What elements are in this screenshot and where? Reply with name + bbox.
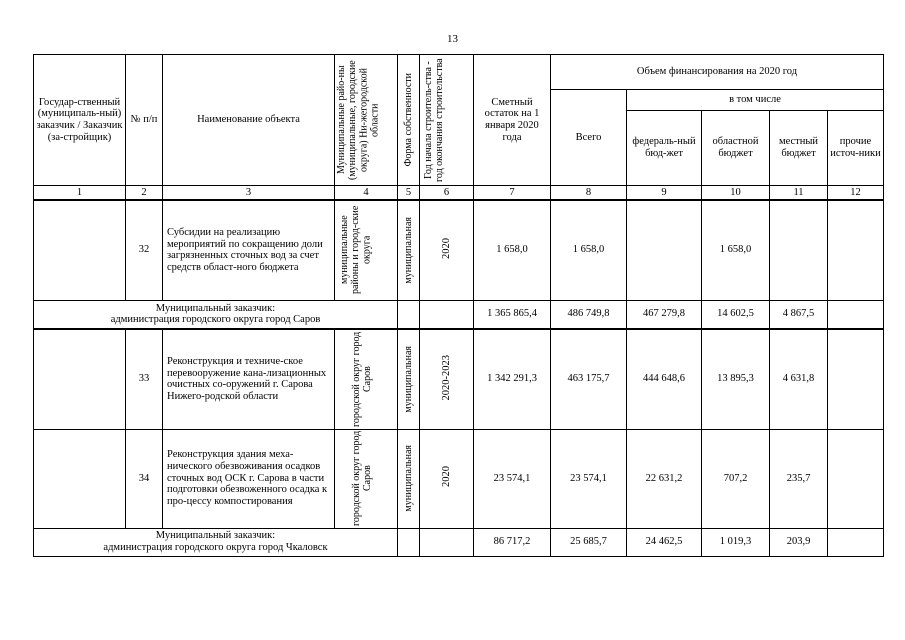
row34-years: 2020 [420,429,474,528]
colnum-2: 2 [126,186,163,201]
sarov-customer-label: Муниципальный заказчик: администрация городского округа город Саров [34,300,398,329]
row32-total: 1 658,0 [551,200,627,300]
row34-customer [34,429,126,528]
row33-ownership-form: муниципальная [398,329,420,429]
sarov-balance: 1 365 865,4 [474,300,551,329]
row34-other [828,429,884,528]
row32-district: муниципальные районы и город-ские округа [335,200,398,300]
colnum-7: 7 [474,186,551,201]
colnum-4: 4 [335,186,398,201]
chkalovsk-local: 203,9 [770,528,828,556]
row34-local: 235,7 [770,429,828,528]
header-other-sources: прочие источ-ники [828,111,884,186]
row33-total: 463 175,7 [551,329,627,429]
row33-object-name: Реконструкция и техниче-ское перевооружение кана-лизационных очистных со-оружений г. Сарова Нижего-родской области [163,329,335,429]
table-row-34 [34,429,884,528]
colnum-12: 12 [828,186,884,201]
colnum-10: 10 [702,186,770,201]
row32-balance: 1 658,0 [474,200,551,300]
row32-object-name: Субсидии на реализацию мероприятий по сокращению доли загрязненных сточных вод за счет средств област-ного бюджета [163,200,335,300]
row34-number: 34 [126,429,163,528]
sarov-empty-form [398,300,420,329]
chkalovsk-balance: 86 717,2 [474,528,551,556]
chkalovsk-federal: 24 462,5 [627,528,702,556]
row33-years: 2020-2023 [420,329,474,429]
header-federal-budget: федераль-ный бюд-жет [627,111,702,186]
header-object-name: Наименование объекта [163,55,335,186]
colnum-9: 9 [627,186,702,201]
colnum-11: 11 [770,186,828,201]
header-number: № п/п [126,55,163,186]
header-including: в том числе [627,90,884,111]
sarov-empty-years [420,300,474,329]
header-customer: Государ-ственный (муниципаль-ный) заказчик / Заказчик (за-стройщик) [34,55,126,186]
colnum-8: 8 [551,186,627,201]
colnum-5: 5 [398,186,420,201]
row33-federal: 444 648,6 [627,329,702,429]
page-number: 13 [447,33,458,45]
subtotal-row-sarov [34,300,884,329]
row34-regional: 707,2 [702,429,770,528]
table-row-33 [34,329,884,429]
sarov-regional: 14 602,5 [702,300,770,329]
sarov-other [828,300,884,329]
row32-regional: 1 658,0 [702,200,770,300]
row32-years: 2020 [420,200,474,300]
sarov-federal: 467 279,8 [627,300,702,329]
chkalovsk-regional: 1 019,3 [702,528,770,556]
row32-ownership-form: муниципальная [398,200,420,300]
row32-number: 32 [126,200,163,300]
row33-number: 33 [126,329,163,429]
header-funding-2020: Объем финансирования на 2020 год [551,55,884,90]
row33-balance: 1 342 291,3 [474,329,551,429]
row32-federal [627,200,702,300]
row33-district: городской округ город Саров [335,329,398,429]
colnum-6: 6 [420,186,474,201]
header-districts: Муниципальные райо-ны (муниципальные, городские округа) Ни-жегородской области [335,55,398,186]
row33-other [828,329,884,429]
colnum-1: 1 [34,186,126,201]
row34-ownership-form: муниципальная [398,429,420,528]
chkalovsk-other [828,528,884,556]
chkalovsk-customer-label: Муниципальный заказчик: администрация городского округа город Чкаловск [34,528,398,556]
header-local-budget: местный бюджет [770,111,828,186]
chkalovsk-total: 25 685,7 [551,528,627,556]
row33-customer [34,329,126,429]
investment-program-table [33,54,884,557]
row34-object-name: Реконструкция здания меха-нического обезвоживания осадков сточных вод ОСК г. Сарова в части подготовки обезвоженного осадка к про-цессу компостирования [163,429,335,528]
row33-regional: 13 895,3 [702,329,770,429]
subtotal-row-chkalovsk [34,528,884,556]
header-total: Всего [551,90,627,186]
row32-other [828,200,884,300]
row34-balance: 23 574,1 [474,429,551,528]
sarov-local: 4 867,5 [770,300,828,329]
colnum-3: 3 [163,186,335,201]
header-construction-years: Год начала строитель-ства - год окончания строительства [420,55,474,186]
row32-customer [34,200,126,300]
row34-district: городской округ город Саров [335,429,398,528]
column-numbers-row [34,186,884,201]
row34-total: 23 574,1 [551,429,627,528]
table-row-32 [34,200,884,300]
chkalovsk-empty-years [420,528,474,556]
sarov-total: 486 749,8 [551,300,627,329]
header-ownership-form: Форма собственности [398,55,420,186]
row32-local [770,200,828,300]
row33-local: 4 631,8 [770,329,828,429]
row34-federal: 22 631,2 [627,429,702,528]
header-estimated-balance: Сметный остаток на 1 января 2020 года [474,55,551,186]
header-regional-budget: областной бюджет [702,111,770,186]
chkalovsk-empty-form [398,528,420,556]
